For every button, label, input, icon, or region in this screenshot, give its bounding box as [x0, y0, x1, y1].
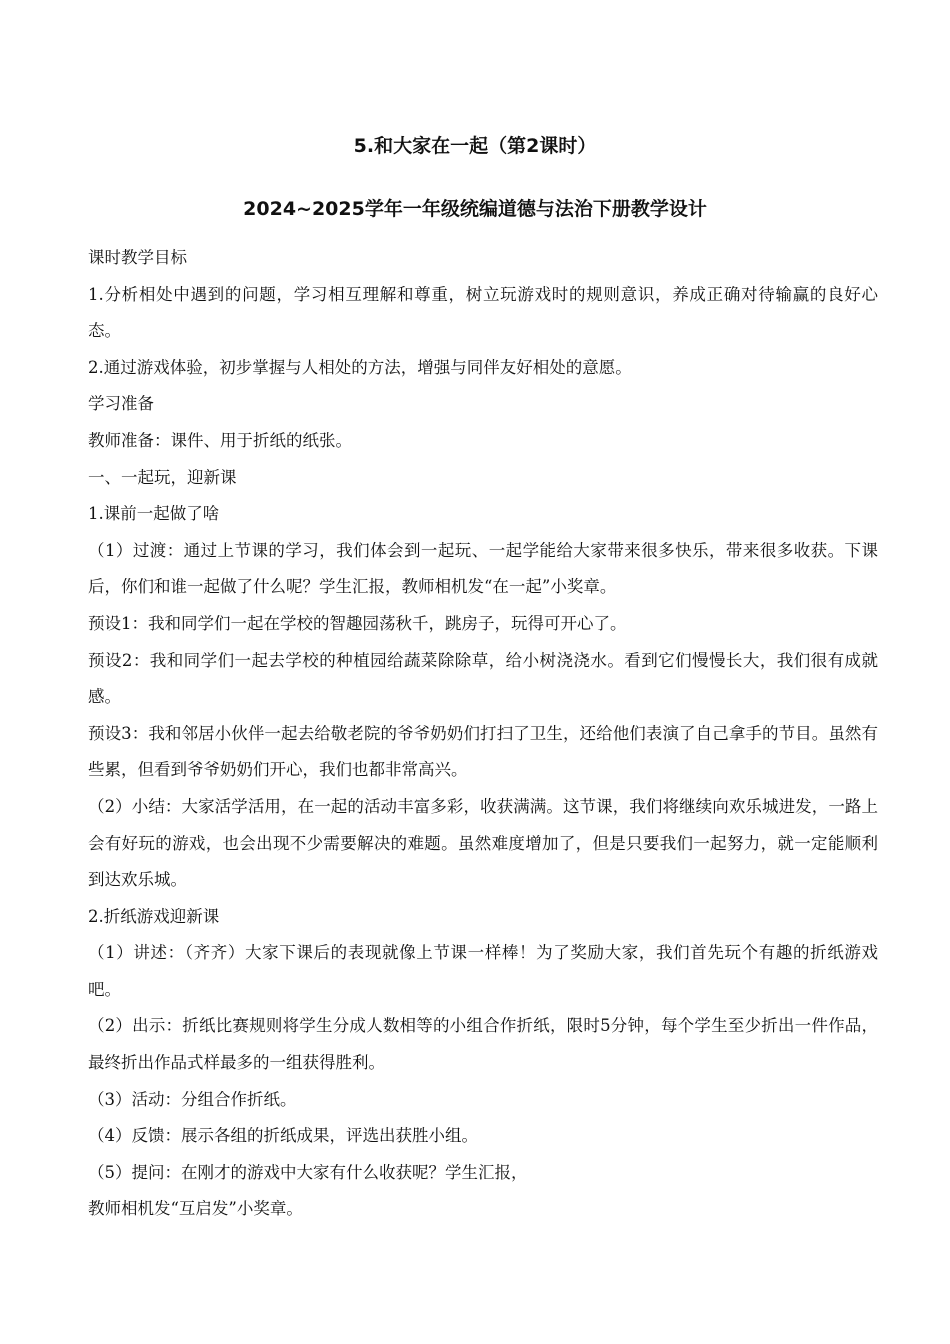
document-subtitle: 2024~2025学年一年级统编道德与法治下册教学设计 [243, 198, 707, 220]
lesson-title: 5.和大家在一起（第2课时） [353, 135, 597, 157]
step-2-heading: 2.折纸游戏迎新课 [88, 906, 220, 926]
step-1-heading: 1.课前一起做了啥 [88, 504, 220, 524]
rules-paragraph: （2）出示：折纸比赛规则将学生分成人数相等的小组合作折纸，限时5分钟，每个学生至少折出一件作品，最终折出作品式样最多的一组获得胜利。 [88, 1016, 878, 1073]
preset-2: 预设2：我和同学们一起去学校的种植园给蔬菜除除草，给小树浇浇水。看到它们慢慢长大，我们很有成就感。 [88, 650, 878, 707]
award-paragraph: 教师相机发“互启发”小奖章。 [88, 1199, 303, 1219]
teacher-preparation: 教师准备：课件、用于折纸的纸张。 [88, 430, 352, 450]
preset-3: 预设3：我和邻居小伙伴一起去给敬老院的爷爷奶奶们打扫了卫生，还给他们表演了自己拿手的节目。虽然有些累，但看到爷爷奶奶们开心，我们也都非常高兴。 [88, 723, 878, 780]
question-paragraph: （5）提问：在刚才的游戏中大家有什么收获呢？学生汇报， [88, 1162, 528, 1182]
activity-paragraph: （3）活动：分组合作折纸。 [88, 1089, 297, 1109]
section-heading-objectives: 课时教学目标 [88, 248, 187, 267]
preset-1: 预设1：我和同学们一起在学校的智趣园荡秋千，跳房子，玩得可开心了。 [88, 613, 627, 633]
feedback-paragraph: （4）反馈：展示各组的折纸成果，评选出获胜小组。 [88, 1126, 478, 1146]
objective-1: 1.分析相处中遇到的问题，学习相互理解和尊重，树立玩游戏时的规则意识，养成正确对待输赢的良好心态。 [88, 284, 878, 341]
objective-2: 2.通过游戏体验，初步掌握与人相处的方法，增强与同伴友好相处的意愿。 [88, 357, 632, 377]
transition-paragraph: （1）过渡：通过上节课的学习，我们体会到一起玩、一起学能给大家带来很多快乐，带来很多收获。下课后，你们和谁一起做了什么呢？学生汇报，教师相机发“在一起”小奖章。 [88, 540, 878, 597]
summary-paragraph: （2）小结：大家活学活用，在一起的活动丰富多彩，收获满满。这节课，我们将继续向欢乐城进发，一路上会有好玩的游戏，也会出现不少需要解决的难题。虽然难度增加了，但是只要我们一起努力，就一定能顺利到达欢乐城。 [88, 796, 878, 890]
document-body [88, 240, 878, 1228]
part-1-heading: 一、一起玩，迎新课 [88, 467, 237, 487]
section-heading-preparation: 学习准备 [88, 394, 154, 414]
narration-paragraph: （1）讲述：（齐齐）大家下课后的表现就像上节课一样棒！为了奖励大家，我们首先玩个有趣的折纸游戏吧。 [88, 943, 878, 999]
